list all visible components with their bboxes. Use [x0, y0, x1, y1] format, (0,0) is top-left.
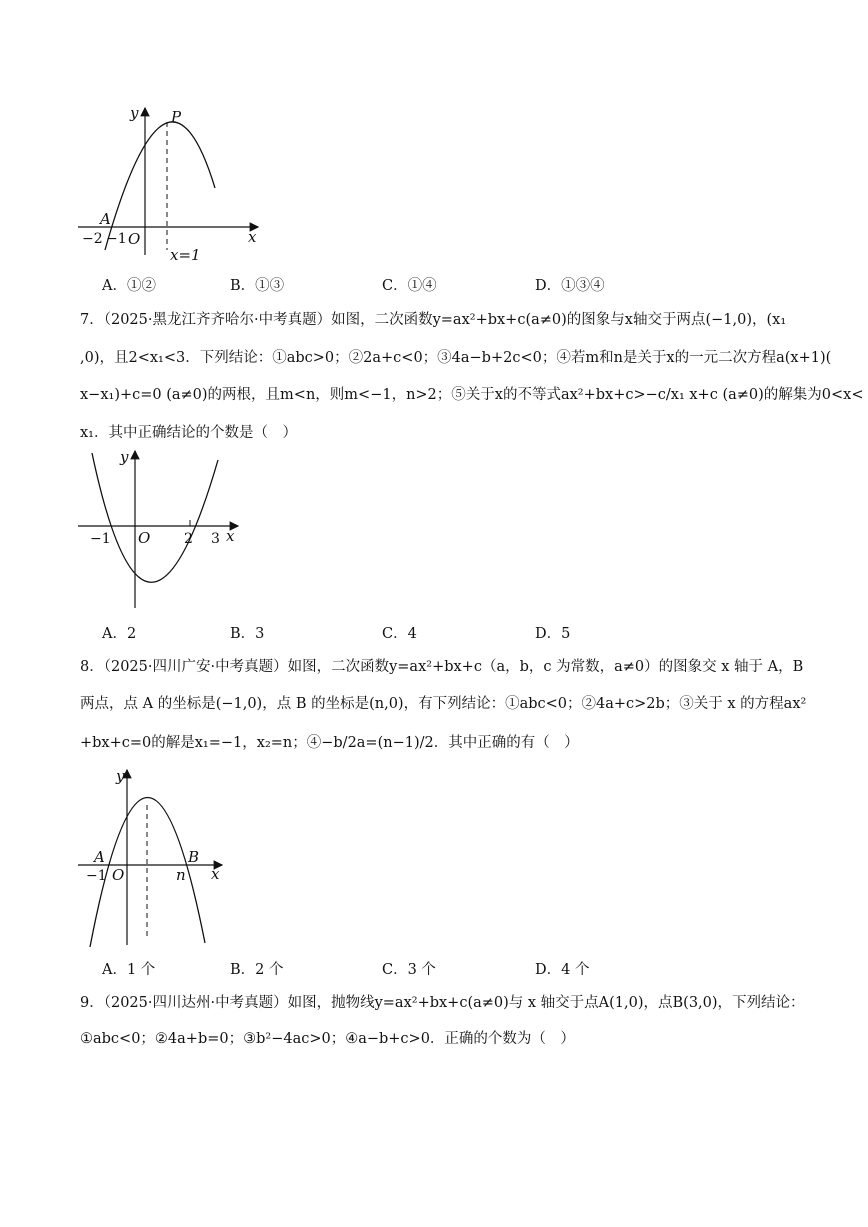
q6-option-b: B．①③: [230, 278, 285, 294]
tick-minus-1: −1: [90, 531, 111, 547]
tick-3: 3: [211, 531, 220, 547]
q8-line-1: 8．（2025·四川广安·中考真题）如图，二次函数y=ax²+bx+c（a，b，c 为常数，a≠0）的图象交 x 轴于 A，B: [80, 659, 804, 675]
y-label: y: [116, 767, 125, 785]
tick-2: 2: [184, 531, 193, 547]
q7-option-c: C．4: [382, 626, 417, 642]
q6-option-a: A．①②: [102, 278, 156, 294]
q8-figure: [70, 765, 235, 950]
x-label: x: [226, 527, 235, 545]
point-a-label: A: [94, 848, 105, 866]
q8-option-c: C．3 个: [382, 962, 436, 978]
q6-option-c: C．①④: [382, 278, 437, 294]
point-a-label: A: [100, 210, 111, 228]
q8-option-d: D．4 个: [535, 962, 590, 978]
parabola-curve: [92, 453, 218, 582]
origin-label: O: [128, 230, 141, 248]
q8-option-a: A．1 个: [102, 962, 156, 978]
tick-n: n: [176, 866, 186, 884]
vline-label: x=1: [170, 246, 201, 264]
q7-figure: [70, 448, 250, 613]
q7-option-b: B．3: [230, 626, 265, 642]
q6-figure: [70, 100, 270, 265]
tick-minus-1: −1: [86, 868, 107, 884]
x-label: x: [211, 865, 220, 883]
tick-minus-1: −1: [106, 231, 127, 247]
y-label: y: [130, 104, 139, 122]
q9-line-2: ①abc<0；②4a+b=0；③b²−4ac>0；④a−b+c>0．正确的个数为（ ）: [80, 1031, 575, 1047]
q7-line-4: x₁．其中正确结论的个数是（ ）: [80, 425, 297, 441]
x-label: x: [248, 228, 257, 246]
origin-label: O: [112, 866, 125, 884]
q7-line-2: ,0)，且2<x₁<3．下列结论：①abc>0；②2a+c<0；③4a−b+2c<0；④若m和n是关于x的一元二次方程a(x+1)(: [80, 350, 832, 366]
point-p-label: P: [171, 108, 182, 126]
origin-label: O: [138, 529, 151, 547]
tick-minus-2: −2: [82, 231, 103, 247]
q8-line-3: +bx+c=0的解是x₁=−1，x₂=n；④−b/2a=(n−1)/2．其中正确的有（ ）: [80, 735, 579, 751]
q7-line-1: 7．（2025·黑龙江齐齐哈尔·中考真题）如图，二次函数y=ax²+bx+c(a≠0)的图象与x轴交于两点(−1,0)，(x₁: [80, 312, 787, 328]
q7-line-3: x−x₁)+c=0 (a≠0)的两根，且m<n，则m<−1，n>2；⑤关于x的不等式ax²+bx+c>−c/x₁ x+c (a≠0)的解集为0<x<: [80, 387, 864, 403]
q9-line-1: 9．（2025·四川达州·中考真题）如图，抛物线y=ax²+bx+c(a≠0)与 x 轴交于点A(1,0)，点B(3,0)，下列结论：: [80, 995, 805, 1011]
y-label: y: [120, 448, 129, 466]
q7-option-a: A．2: [102, 626, 137, 642]
q6-option-d: D．①③④: [535, 278, 605, 294]
q8-line-2: 两点，点 A 的坐标是(−1,0)，点 B 的坐标是(n,0)，有下列结论：①abc<0；②4a+c>2b；③关于 x 的方程ax²: [80, 696, 807, 712]
q7-option-d: D．5: [535, 626, 571, 642]
point-b-label: B: [188, 848, 200, 866]
q8-option-b: B．2 个: [230, 962, 284, 978]
